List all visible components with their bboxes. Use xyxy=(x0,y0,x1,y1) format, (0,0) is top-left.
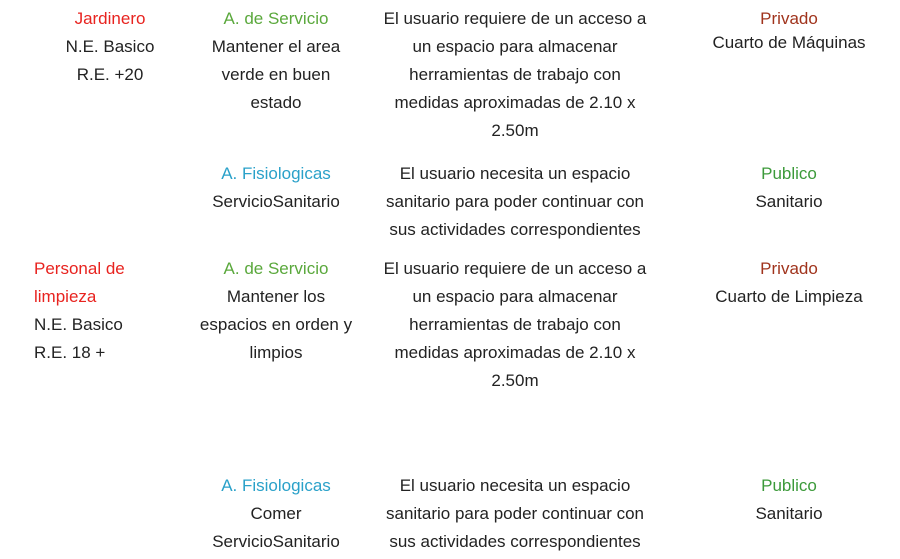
user-name: limpieza xyxy=(34,287,97,306)
need-cell xyxy=(190,472,362,556)
space-name: Sanitario xyxy=(755,192,823,211)
description-text: sanitario para poder continuar con xyxy=(386,192,644,211)
description-text: medidas aproximadas de 2.10 x xyxy=(394,93,636,112)
access-type: Publico xyxy=(761,164,817,183)
need-cell xyxy=(190,5,362,117)
user-jardinero xyxy=(20,5,200,89)
need-text: ServicioSanitario xyxy=(212,532,340,551)
need-type: A. de Servicio xyxy=(223,9,329,28)
description-text: El usuario necesita un espacio xyxy=(399,476,631,495)
need-type: A. Fisiologicas xyxy=(221,164,331,183)
user-detail-education: N.E. Basico xyxy=(65,37,155,56)
description-cell xyxy=(366,160,664,244)
need-text: Mantener el area xyxy=(211,37,341,56)
description-text: El usuario requiere de un acceso a xyxy=(383,9,647,28)
description-text: sanitario para poder continuar con xyxy=(386,504,644,523)
description-text: un espacio para almacenar xyxy=(412,37,618,56)
space-name: Sanitario xyxy=(755,504,823,523)
need-text: estado xyxy=(250,93,302,112)
user-name: Jardinero xyxy=(74,9,146,28)
description-text: El usuario necesita un espacio xyxy=(399,164,631,183)
need-text: ServicioSanitario xyxy=(212,192,340,211)
need-text: Comer xyxy=(250,504,302,523)
description-text: herramientas de trabajo con xyxy=(409,315,621,334)
description-text: 2.50m xyxy=(491,121,539,140)
user-detail-age: R.E. 18 + xyxy=(34,343,106,362)
space-cell xyxy=(678,255,900,311)
space-name: Cuarto de Limpieza xyxy=(715,287,863,306)
need-cell xyxy=(190,160,362,216)
space-cell xyxy=(678,5,900,57)
user-name: Personal de xyxy=(34,259,125,278)
need-text: espacios en orden y xyxy=(199,315,353,334)
access-type: Privado xyxy=(760,259,818,278)
need-text: Mantener los xyxy=(226,287,326,306)
user-personal-limpieza xyxy=(34,255,194,367)
description-text: sus actividades correspondientes xyxy=(389,532,641,551)
access-type: Privado xyxy=(760,9,818,28)
need-type: A. de Servicio xyxy=(223,259,329,278)
user-detail-education: N.E. Basico xyxy=(34,315,123,334)
description-cell xyxy=(366,255,664,395)
description-text: un espacio para almacenar xyxy=(412,287,618,306)
description-text: sus actividades correspondientes xyxy=(389,220,641,239)
need-cell xyxy=(190,255,362,367)
user-detail-age: R.E. +20 xyxy=(76,65,144,84)
space-cell xyxy=(678,472,900,528)
access-type: Publico xyxy=(761,476,817,495)
description-text: 2.50m xyxy=(491,371,539,390)
description-text: herramientas de trabajo con xyxy=(409,65,621,84)
description-cell xyxy=(366,5,664,145)
need-type: A. Fisiologicas xyxy=(221,476,331,495)
space-name: Cuarto de Máquinas xyxy=(712,33,866,52)
description-text: El usuario requiere de un acceso a xyxy=(383,259,647,278)
description-cell xyxy=(366,472,664,556)
need-text: verde en buen xyxy=(221,65,331,84)
description-text: medidas aproximadas de 2.10 x xyxy=(394,343,636,362)
space-cell xyxy=(678,160,900,216)
need-text: limpios xyxy=(249,343,303,362)
